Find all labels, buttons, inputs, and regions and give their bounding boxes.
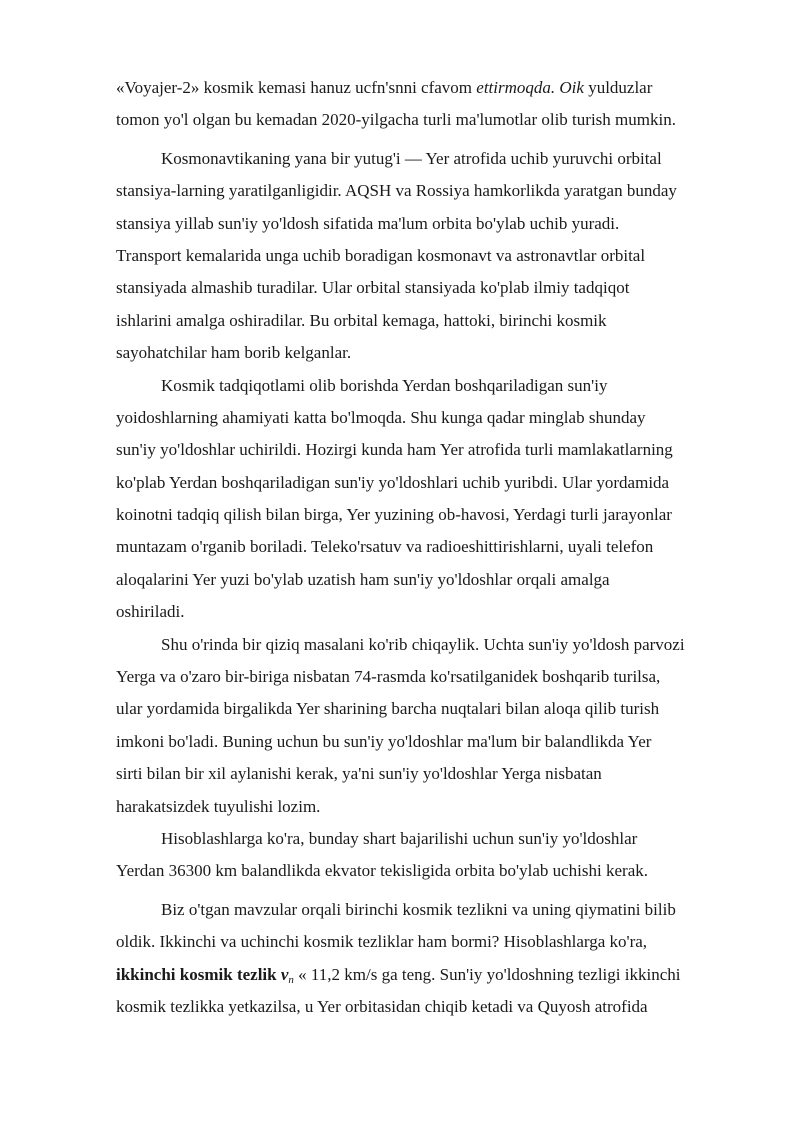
text-line: Kosmik tadqiqotlami olib borishda Yerdan boshqariladigan sun'iy (161, 375, 608, 395)
text-run: yulduzlar (583, 78, 653, 97)
text-line: ular yordamida birgalikda Yer sharining barcha nuqtalari bilan aloqa qilib turish (116, 699, 660, 719)
text-line: Yerga va o'zaro bir-biriga nisbatan 74-rasmda ko'rsatilganidek boshqarib turilsa, (116, 667, 661, 687)
text-line: kosmik tezlikka yetkazilsa, u Yer orbitasidan chiqib ketadi va Quyosh atrofida (116, 996, 648, 1016)
text-line: oldik. Ikkinchi va uchinchi kosmik tezliklar ham bormi? Hisoblashlarga ko'ra, (116, 932, 648, 952)
paragraph-cosmic-velocity (116, 894, 744, 1024)
text-line: stansiya yillab sun'iy yo'ldosh sifatida ma'lum orbita bo'ylab uchib yuradi. (116, 213, 620, 233)
body-text (116, 72, 744, 1023)
text-line: yoidoshlarning ahamiyati katta bo'lmoqda. Shu kunga qadar minglab shunday (116, 407, 646, 427)
paragraph-three-satellites (116, 629, 744, 823)
bold-term: ikkinchi kosmik tezlik (116, 964, 277, 984)
text-line: Yerdan 36300 km balandlikda ekvator tekisligida orbita bo'ylab uchishi kerak. (116, 861, 648, 881)
text-run: « 11,2 km/s ga teng. Sun'iy yo'ldoshning tezligi ikkinchi (293, 964, 681, 984)
text-line: aloqalarini Yer yuzi bo'ylab uzatish ham sun'iy yo'ldoshlar orqali amalga (116, 569, 610, 589)
text-line: stansiya-larning yaratilganligidir. AQSH va Rossiya hamkorlikda yaratgan bunday (116, 181, 677, 201)
text-line: Transport kemalarida unga uchib boradigan kosmonavt va astronavtlar orbital (116, 245, 646, 265)
text-run: «Voyajer-2» kosmik kemasi hanuz ucfn'snni cfavom (116, 78, 477, 97)
text-line: oshiriladi. (116, 602, 185, 622)
paragraph-calculations (116, 823, 744, 888)
text-line: sirti bilan bir xil aylanishi kerak, ya'ni sun'iy yo'ldoshlar Yerga nisbatan (116, 764, 602, 784)
text-line: koinotni tadqiq qilish bilan birga, Yer yuzining ob-havosi, Yerdagi turli jarayonlar (116, 505, 672, 525)
text-line: Hisoblashlarga ko'ra, bunday shart bajarilishi uchun sun'iy yo'ldoshlar (161, 828, 638, 848)
text-line: Biz o'tgan mavzular orqali birinchi kosmik tezlikni va uning qiymatini bilib (161, 899, 676, 919)
text-line (116, 72, 744, 104)
text-line: sun'iy yo'ldoshlar uchirildi. Hozirgi kunda ham Yer atrofida turli mamlakatlarning (116, 440, 673, 460)
text-line (116, 959, 744, 991)
text-line: tomon yo'l olgan bu kemadan 2020-yilgacha turli ma'lumotlar olib turish mumkin. (116, 110, 676, 130)
italic-text: ettirmoqda. Oik (476, 78, 584, 97)
text-line: imkoni bo'ladi. Buning uchun bu sun'iy yo'ldoshlar ma'lum bir balandlikda Yer (116, 731, 652, 751)
text-line: stansiyada almashib turadilar. Ular orbital stansiyada ko'plab ilmiy tadqiqot (116, 278, 630, 298)
velocity-symbol: v (280, 964, 289, 984)
text-line: muntazam o'rganib boriladi. Teleko'rsatuv va radioeshittirishlarni, uyali telefon (116, 537, 654, 557)
text-line: harakatsizdek tuyulishi lozim. (116, 796, 321, 816)
paragraph-orbital-station (116, 143, 744, 370)
text-line: sayohatchilar ham borib kelganlar. (116, 343, 352, 363)
text-line: Shu o'rinda bir qiziq masalani ko'rib chiqaylik. Uchta sun'iy yo'ldosh parvozi (161, 634, 685, 654)
velocity-subscript: n (288, 973, 294, 986)
text-line: ko'plab Yerdan boshqariladigan sun'iy yo'ldoshlari uchib yuribdi. Ular yordamida (116, 472, 670, 492)
text-line: ishlarini amalga oshiradilar. Bu orbital kemaga, hattoki, birinchi kosmik (116, 310, 607, 330)
text-line: Kosmonavtikaning yana bir yutug'i — Yer atrofida uchib yuruvchi orbital (161, 148, 662, 168)
paragraph-voyager (116, 72, 744, 137)
paragraph-satellites (116, 370, 744, 629)
